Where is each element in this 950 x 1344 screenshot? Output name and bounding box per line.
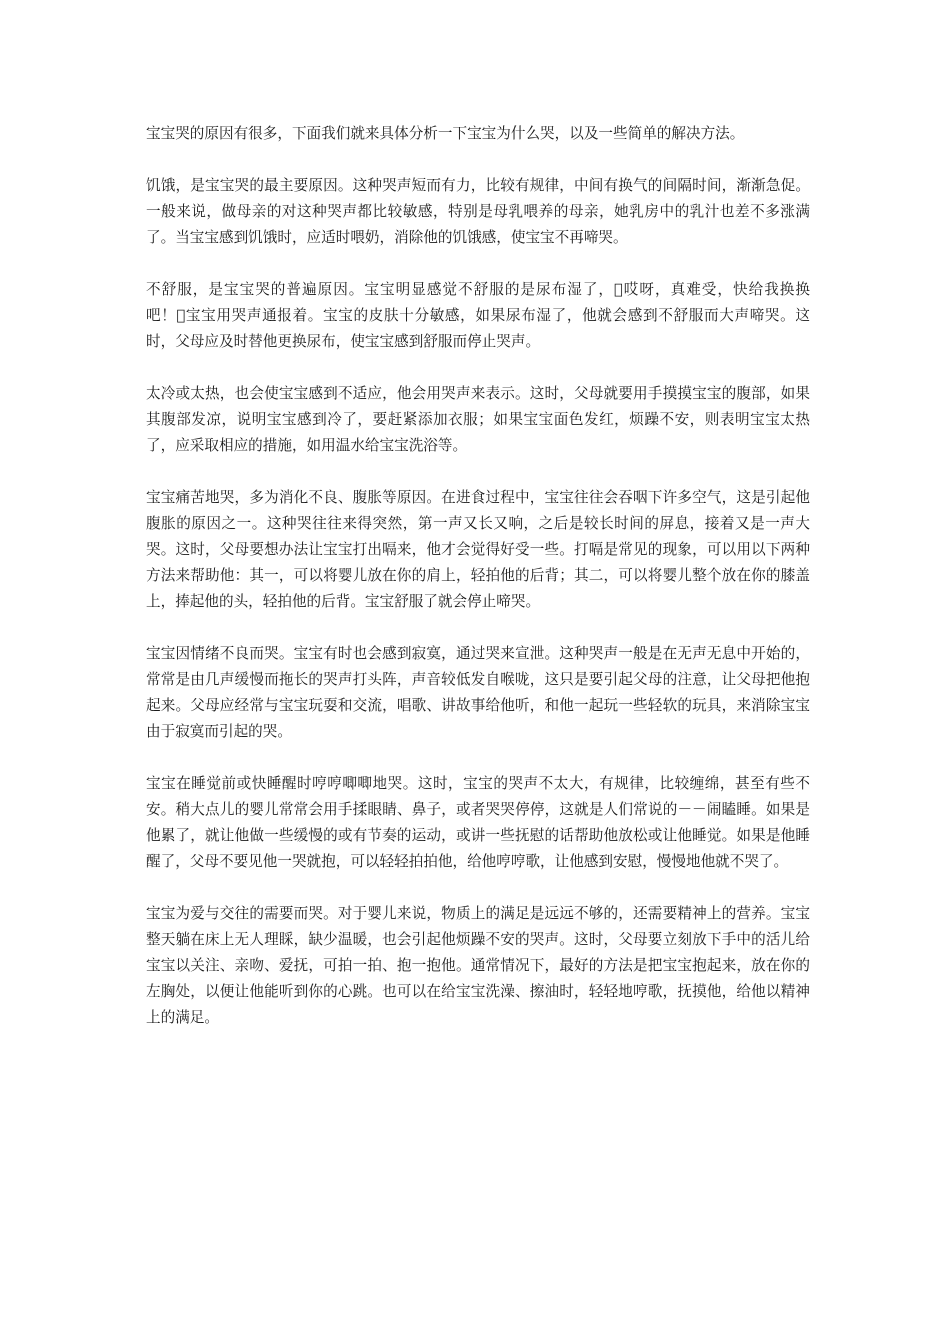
paragraph-emotion: 宝宝因情绪不良而哭。宝宝有时也会感到寂寞，通过哭来宣泄。这种哭声一般是在无声无息中开始的，常常是由几声缓慢而拖长的哭声打头阵，声音较低发自喉咙，这只是要引起父母的注意，让父母把他抱起来。父母应经常与宝宝玩耍和交流，唱歌、讲故事给他听，和他一起玩一些轻软的玩具，来消除宝宝由于寂寞而引起的哭。 [146,645,810,740]
article-body [146,121,810,1057]
paragraph-intro: 宝宝哭的原因有很多，下面我们就来具体分析一下宝宝为什么哭，以及一些简单的解决方法。 [146,125,745,142]
paragraph-pain: 宝宝痛苦地哭，多为消化不良、腹胀等原因。在进食过程中，宝宝往往会吞咽下许多空气，这是引起他腹胀的原因之一。这种哭往往来得突然，第一声又长又响，之后是较长时间的屏息，接着又是一声大哭。这时，父母要想办法让宝宝打出嗝来，他才会觉得好受一些。打嗝是常见的现象，可以用以下两种方法来帮助他：其一，可以将婴儿放在你的肩上，轻拍他的后背；其二，可以将婴儿整个放在你的膝盖上，捧起他的头，轻拍他的后背。宝宝舒服了就会停止啼哭。 [146,489,810,610]
paragraph-love: 宝宝为爱与交往的需要而哭。对于婴儿来说，物质上的满足是远远不够的，还需要精神上的营养。宝宝整天躺在床上无人理睬，缺少温暖，也会引起他烦躁不安的哭声。这时，父母要立刻放下手中的活儿给宝宝以关注、亲吻、爱抚，可拍一拍、抱一抱他。通常情况下，最好的方法是把宝宝抱起来，放在你的左胸处，以便让他能听到你的心跳。也可以在给宝宝洗澡、擦油时，轻轻地哼歌，抚摸他，给他以精神上的满足。 [146,905,810,1026]
paragraph-sleep: 宝宝在睡觉前或快睡醒时哼哼唧唧地哭。这时，宝宝的哭声不太大，有规律，比较缠绵，甚至有些不安。稍大点儿的婴儿常常会用手揉眼睛、鼻子，或者哭哭停停，这就是人们常说的－－闹瞌睡。如果是他累了，就让他做一些缓慢的或有节奏的运动，或讲一些抚慰的话帮助他放松或让他睡觉。如果是他睡醒了，父母不要见他一哭就抱，可以轻轻拍拍他，给他哼哼歌，让他感到安慰，慢慢地他就不哭了。 [146,775,810,870]
paragraph-temperature: 太冷或太热，也会使宝宝感到不适应，他会用哭声来表示。这时，父母就要用手摸摸宝宝的腹部，如果其腹部发凉，说明宝宝感到冷了，要赶紧添加衣服；如果宝宝面色发红，烦躁不安，则表明宝宝太热了，应采取相应的措施，如用温水给宝宝洗浴等。 [146,385,810,454]
paragraph-hunger: 饥饿，是宝宝哭的最主要原因。这种哭声短而有力，比较有规律，中间有换气的间隔时间，渐渐急促。一般来说，做母亲的对这种哭声都比较敏感，特别是母乳喂养的母亲，她乳房中的乳汁也差不多涨满了。当宝宝感到饥饿时，应适时喂奶，消除他的饥饿感，使宝宝不再啼哭。 [146,177,810,246]
paragraph-discomfort: 不舒服，是宝宝哭的普遍原因。宝宝明显感觉不舒服的是尿布湿了， 哎呀，真难受，快给我换换吧！ 宝宝用哭声通报着。宝宝的皮肤十分敏感，如果尿布湿了，他就会感到不舒服而大声啼哭。这时，父母应及时替他更换尿布，使宝宝感到舒服而停止哭声。 [146,281,810,350]
